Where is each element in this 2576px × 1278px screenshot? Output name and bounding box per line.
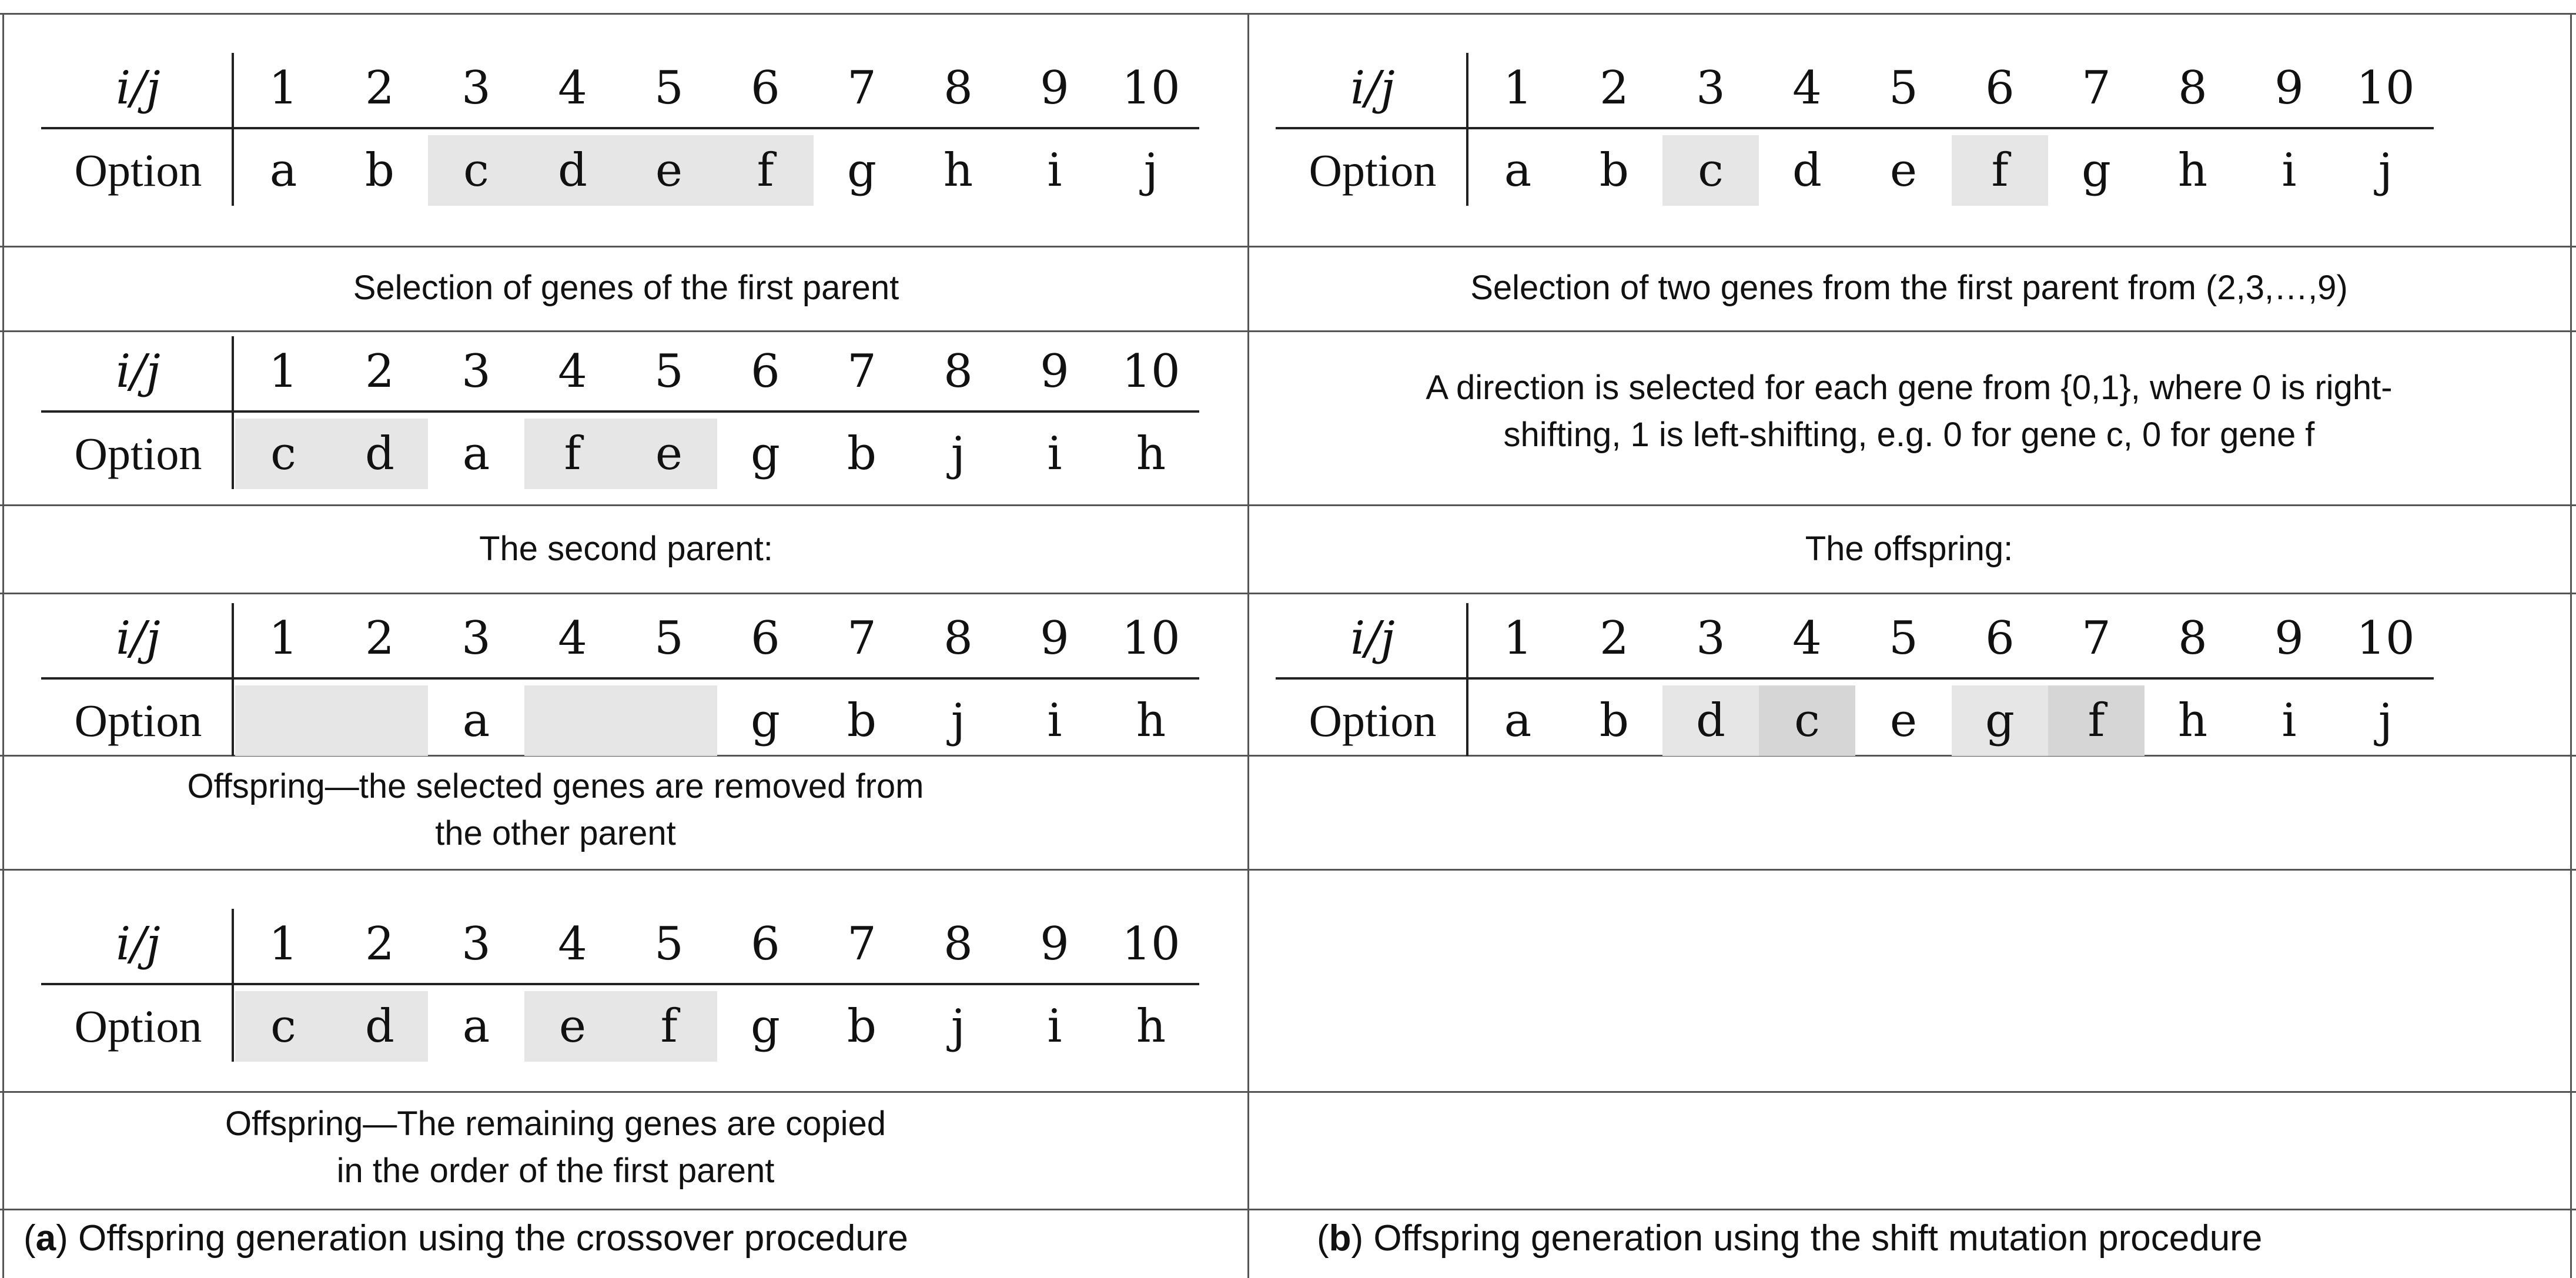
- left-seq-removed-index-10: 10: [1122, 612, 1180, 665]
- right-seq-first-parent-index-3: 3: [1696, 62, 1725, 115]
- left-seq-offspring-gene-1: c: [235, 991, 332, 1062]
- right-seq-offspring-gene-10: j: [2378, 694, 2393, 747]
- row-divider-6: [0, 869, 2576, 871]
- left-seq-second-parent-gene-7: b: [847, 427, 876, 480]
- right-seq-offspring-index-10: 10: [2356, 612, 2415, 665]
- left-seq-offspring-index-9: 9: [1040, 918, 1069, 971]
- left-seq-second-parent-gene-2: d: [332, 419, 428, 489]
- right-seq-offspring-index-2: 2: [1600, 612, 1629, 665]
- left-seq-second-parent-gene-4: f: [524, 419, 621, 489]
- left-seq-removed-gene-2: [332, 685, 428, 756]
- right-seq-first-parent-gene-8: h: [2177, 144, 2208, 197]
- right-caption-direction: [1249, 364, 2569, 459]
- right-seq-first-parent-option-label: Option: [1309, 145, 1437, 196]
- left-seq-removed-gene-3: a: [462, 694, 490, 747]
- right-seq-first-parent-gene-10: j: [2378, 144, 2393, 197]
- left-seq-first-parent-index-6: 6: [751, 62, 780, 115]
- left-seq-second-parent-index-6: 6: [751, 345, 780, 398]
- left-seq-offspring-index-10: 10: [1122, 918, 1180, 971]
- row-divider-8: [0, 1209, 2576, 1210]
- left-seq-offspring-index-6: 6: [751, 918, 780, 971]
- right-seq-offspring-gene-1: a: [1504, 694, 1532, 747]
- right-seq-offspring-gene-2: b: [1600, 694, 1629, 747]
- outer-right-border: [2570, 13, 2572, 1278]
- right-seq-first-parent-index-7: 7: [2082, 62, 2111, 115]
- left-seq-removed-option-label: Option: [74, 695, 202, 746]
- right-seq-first-parent-gene-7: g: [2082, 144, 2111, 197]
- right-seq-offspring-gene-4: c: [1759, 685, 1855, 756]
- left-seq-second-parent-index-1: 1: [269, 345, 298, 398]
- left-seq-removed-label-separator: [232, 603, 234, 756]
- left-seq-first-parent-index-7: 7: [847, 62, 876, 115]
- left-seq-removed-index-2: 2: [365, 612, 394, 665]
- right-seq-offspring-gene-6: g: [1952, 685, 2048, 756]
- left-seq-offspring-ij-label: i/j: [116, 918, 160, 971]
- left-seq-first-parent-option-label: Option: [74, 145, 202, 196]
- row-divider-3: [0, 504, 2576, 506]
- right-seq-first-parent-gene-3: c: [1662, 135, 1759, 206]
- left-seq-first-parent-label-separator: [232, 53, 234, 206]
- right-seq-first-parent-gene-1: a: [1504, 144, 1532, 197]
- left-caption-offspring-line1: Offspring—The remaining genes are copied: [225, 1105, 886, 1143]
- row-divider-4: [0, 593, 2576, 594]
- left-seq-first-parent-gene-8: h: [943, 144, 973, 197]
- left-seq-second-parent-gene-10: h: [1136, 427, 1166, 480]
- left-seq-first-parent-gene-4: d: [524, 135, 621, 206]
- row-divider-1: [0, 246, 2576, 247]
- outer-top-border: [0, 13, 2576, 15]
- right-seq-first-parent-index-8: 8: [2178, 62, 2207, 115]
- right-seq-first-parent-gene-4: d: [1792, 144, 1822, 197]
- left-seq-offspring-gene-4: e: [524, 991, 621, 1062]
- left-seq-removed-gene-9: i: [1047, 694, 1062, 747]
- left-seq-first-parent-index-5: 5: [654, 62, 684, 115]
- right-seq-offspring-index-7: 7: [2082, 612, 2111, 665]
- right-seq-first-parent-index-2: 2: [1600, 62, 1629, 115]
- right-seq-first-parent-label-separator: [1466, 53, 1468, 206]
- left-seq-offspring-gene-9: i: [1047, 1000, 1062, 1053]
- left-seq-first-parent-index-3: 3: [461, 62, 491, 115]
- right-seq-offspring-gene-3: d: [1662, 685, 1759, 756]
- left-seq-first-parent-gene-5: e: [621, 135, 717, 206]
- left-seq-offspring-label-separator: [232, 909, 234, 1062]
- left-seq-removed-index-8: 8: [944, 612, 973, 665]
- left-seq-first-parent-ij-label: i/j: [116, 62, 160, 115]
- right-footer-text: Offspring generation using the shift mutation procedure: [1363, 1218, 2263, 1259]
- right-seq-first-parent-header-rule: [1276, 127, 2434, 129]
- left-seq-offspring-gene-8: j: [951, 1000, 966, 1053]
- left-seq-removed-gene-1: [235, 685, 332, 756]
- left-seq-first-parent-gene-7: g: [847, 144, 876, 197]
- left-seq-offspring-index-4: 4: [558, 918, 587, 971]
- right-seq-first-parent-index-5: 5: [1889, 62, 1918, 115]
- left-seq-first-parent-index-2: 2: [365, 62, 394, 115]
- left-seq-offspring-index-5: 5: [654, 918, 684, 971]
- left-seq-offspring-index-8: 8: [944, 918, 973, 971]
- left-seq-removed-gene-7: b: [847, 694, 876, 747]
- left-seq-first-parent-gene-2: b: [365, 144, 394, 197]
- left-seq-first-parent-gene-1: a: [269, 144, 297, 197]
- left-seq-offspring-index-2: 2: [365, 918, 394, 971]
- left-seq-removed-gene-10: h: [1136, 694, 1166, 747]
- left-seq-removed-header-rule: [41, 677, 1199, 680]
- left-seq-offspring-index-3: 3: [461, 918, 491, 971]
- left-seq-first-parent-gene-3: c: [428, 135, 524, 206]
- right-seq-offspring-option-label: Option: [1309, 695, 1437, 746]
- left-caption-offspring-line2: in the order of the first parent: [336, 1152, 775, 1190]
- left-seq-second-parent-gene-3: a: [462, 427, 490, 480]
- left-caption-second-parent: The second parent:: [479, 530, 773, 568]
- left-caption-removed-line2: the other parent: [435, 814, 676, 852]
- left-seq-removed-gene-6: g: [751, 694, 780, 747]
- right-seq-first-parent-index-6: 6: [1985, 62, 2015, 115]
- right-caption-direction-line1: A direction is selected for each gene from {0,1}, where 0 is right-: [1426, 369, 2393, 407]
- left-seq-second-parent-gene-9: i: [1047, 427, 1062, 480]
- left-footer-text: Offspring generation using the crossover procedure: [68, 1218, 908, 1259]
- right-caption-offspring: The offspring:: [1805, 530, 2013, 568]
- right-seq-offspring-gene-7: f: [2048, 685, 2145, 756]
- left-seq-second-parent-index-3: 3: [461, 345, 491, 398]
- left-seq-first-parent-index-8: 8: [944, 62, 973, 115]
- left-seq-offspring-gene-6: g: [751, 1000, 780, 1053]
- left-seq-second-parent-index-8: 8: [944, 345, 973, 398]
- outer-left-border: [2, 13, 4, 1278]
- row-divider-7: [0, 1091, 2576, 1093]
- right-seq-first-parent-index-9: 9: [2274, 62, 2304, 115]
- right-seq-first-parent-index-1: 1: [1503, 62, 1533, 115]
- left-caption-removed-line1: Offspring—the selected genes are removed from: [187, 767, 924, 805]
- left-seq-second-parent-index-10: 10: [1122, 345, 1180, 398]
- left-seq-offspring-gene-7: b: [847, 1000, 876, 1053]
- left-seq-first-parent-index-4: 4: [558, 62, 587, 115]
- left-seq-offspring-gene-2: d: [332, 991, 428, 1062]
- left-seq-second-parent-index-4: 4: [558, 345, 587, 398]
- left-seq-offspring-header-rule: [41, 983, 1199, 985]
- left-seq-second-parent-gene-5: e: [621, 419, 717, 489]
- right-seq-offspring-index-8: 8: [2178, 612, 2207, 665]
- left-caption-removed: [6, 763, 1105, 857]
- left-seq-removed-gene-4: [524, 685, 621, 756]
- right-seq-offspring-header-rule: [1276, 677, 2434, 680]
- right-caption-direction-line2: shifting, 1 is left-shifting, e.g. 0 for gene c, 0 for gene f: [1503, 416, 2315, 454]
- left-seq-removed-index-3: 3: [461, 612, 491, 665]
- left-seq-removed-index-7: 7: [847, 612, 876, 665]
- right-seq-offspring-index-3: 3: [1696, 612, 1725, 665]
- left-seq-second-parent-index-5: 5: [654, 345, 684, 398]
- left-seq-offspring-option-label: Option: [74, 1001, 202, 1052]
- left-footer: (a) Offspring generation using the crossover procedure: [24, 1218, 908, 1259]
- right-seq-offspring-index-5: 5: [1889, 612, 1918, 665]
- left-caption-first-parent: Selection of genes of the first parent: [353, 269, 899, 307]
- right-seq-first-parent-index-4: 4: [1792, 62, 1822, 115]
- right-seq-first-parent-gene-6: f: [1952, 135, 2048, 206]
- left-seq-offspring-gene-10: h: [1136, 1000, 1166, 1053]
- right-caption-selection: Selection of two genes from the first parent from (2,3,…,9): [1470, 269, 2348, 307]
- right-seq-offspring-index-6: 6: [1985, 612, 2015, 665]
- left-seq-second-parent-index-9: 9: [1040, 345, 1069, 398]
- left-seq-offspring-index-7: 7: [847, 918, 876, 971]
- left-seq-removed-gene-8: j: [951, 694, 966, 747]
- right-seq-first-parent-gene-9: i: [2281, 144, 2297, 197]
- left-seq-removed-index-6: 6: [751, 612, 780, 665]
- left-seq-removed-index-5: 5: [654, 612, 684, 665]
- left-seq-first-parent-gene-9: i: [1047, 144, 1062, 197]
- right-seq-first-parent-gene-2: b: [1600, 144, 1629, 197]
- right-footer-letter: b: [1329, 1218, 1351, 1259]
- right-seq-first-parent-index-10: 10: [2356, 62, 2415, 115]
- left-seq-first-parent-header-rule: [41, 127, 1199, 129]
- right-seq-offspring-gene-9: i: [2281, 694, 2297, 747]
- left-seq-removed-ij-label: i/j: [116, 612, 160, 665]
- left-seq-second-parent-index-7: 7: [847, 345, 876, 398]
- right-seq-offspring-index-1: 1: [1503, 612, 1533, 665]
- left-seq-second-parent-gene-6: g: [751, 427, 780, 480]
- row-divider-2: [0, 330, 2576, 332]
- left-seq-offspring-gene-5: f: [621, 991, 717, 1062]
- left-seq-second-parent-gene-8: j: [951, 427, 966, 480]
- left-seq-second-parent-option-label: Option: [74, 428, 202, 479]
- left-seq-first-parent-gene-10: j: [1143, 144, 1159, 197]
- left-seq-second-parent-index-2: 2: [365, 345, 394, 398]
- right-seq-first-parent-ij-label: i/j: [1350, 62, 1395, 115]
- left-seq-first-parent-index-9: 9: [1040, 62, 1069, 115]
- right-seq-offspring-index-9: 9: [2274, 612, 2304, 665]
- left-seq-removed-index-1: 1: [269, 612, 298, 665]
- left-seq-first-parent-gene-6: f: [717, 135, 814, 206]
- right-seq-offspring-label-separator: [1466, 603, 1468, 756]
- left-caption-offspring: [6, 1100, 1105, 1195]
- left-seq-removed-index-4: 4: [558, 612, 587, 665]
- left-seq-removed-index-9: 9: [1040, 612, 1069, 665]
- left-seq-second-parent-ij-label: i/j: [116, 345, 160, 398]
- left-seq-removed-gene-5: [621, 685, 717, 756]
- right-seq-offspring-gene-5: e: [1889, 694, 1918, 747]
- right-seq-offspring-index-4: 4: [1792, 612, 1822, 665]
- left-seq-second-parent-gene-1: c: [235, 419, 332, 489]
- right-footer: (b) Offspring generation using the shift mutation procedure: [1317, 1218, 2263, 1259]
- right-seq-offspring-gene-8: h: [2177, 694, 2208, 747]
- right-seq-offspring-ij-label: i/j: [1350, 612, 1395, 665]
- left-seq-first-parent-index-1: 1: [269, 62, 298, 115]
- left-seq-offspring-index-1: 1: [269, 918, 298, 971]
- right-seq-first-parent-gene-5: e: [1889, 144, 1918, 197]
- left-seq-second-parent-label-separator: [232, 336, 234, 489]
- left-seq-first-parent-index-10: 10: [1122, 62, 1180, 115]
- left-footer-letter: a: [35, 1218, 56, 1259]
- column-divider: [1247, 13, 1249, 1278]
- left-seq-second-parent-header-rule: [41, 410, 1199, 413]
- left-seq-offspring-gene-3: a: [462, 1000, 490, 1053]
